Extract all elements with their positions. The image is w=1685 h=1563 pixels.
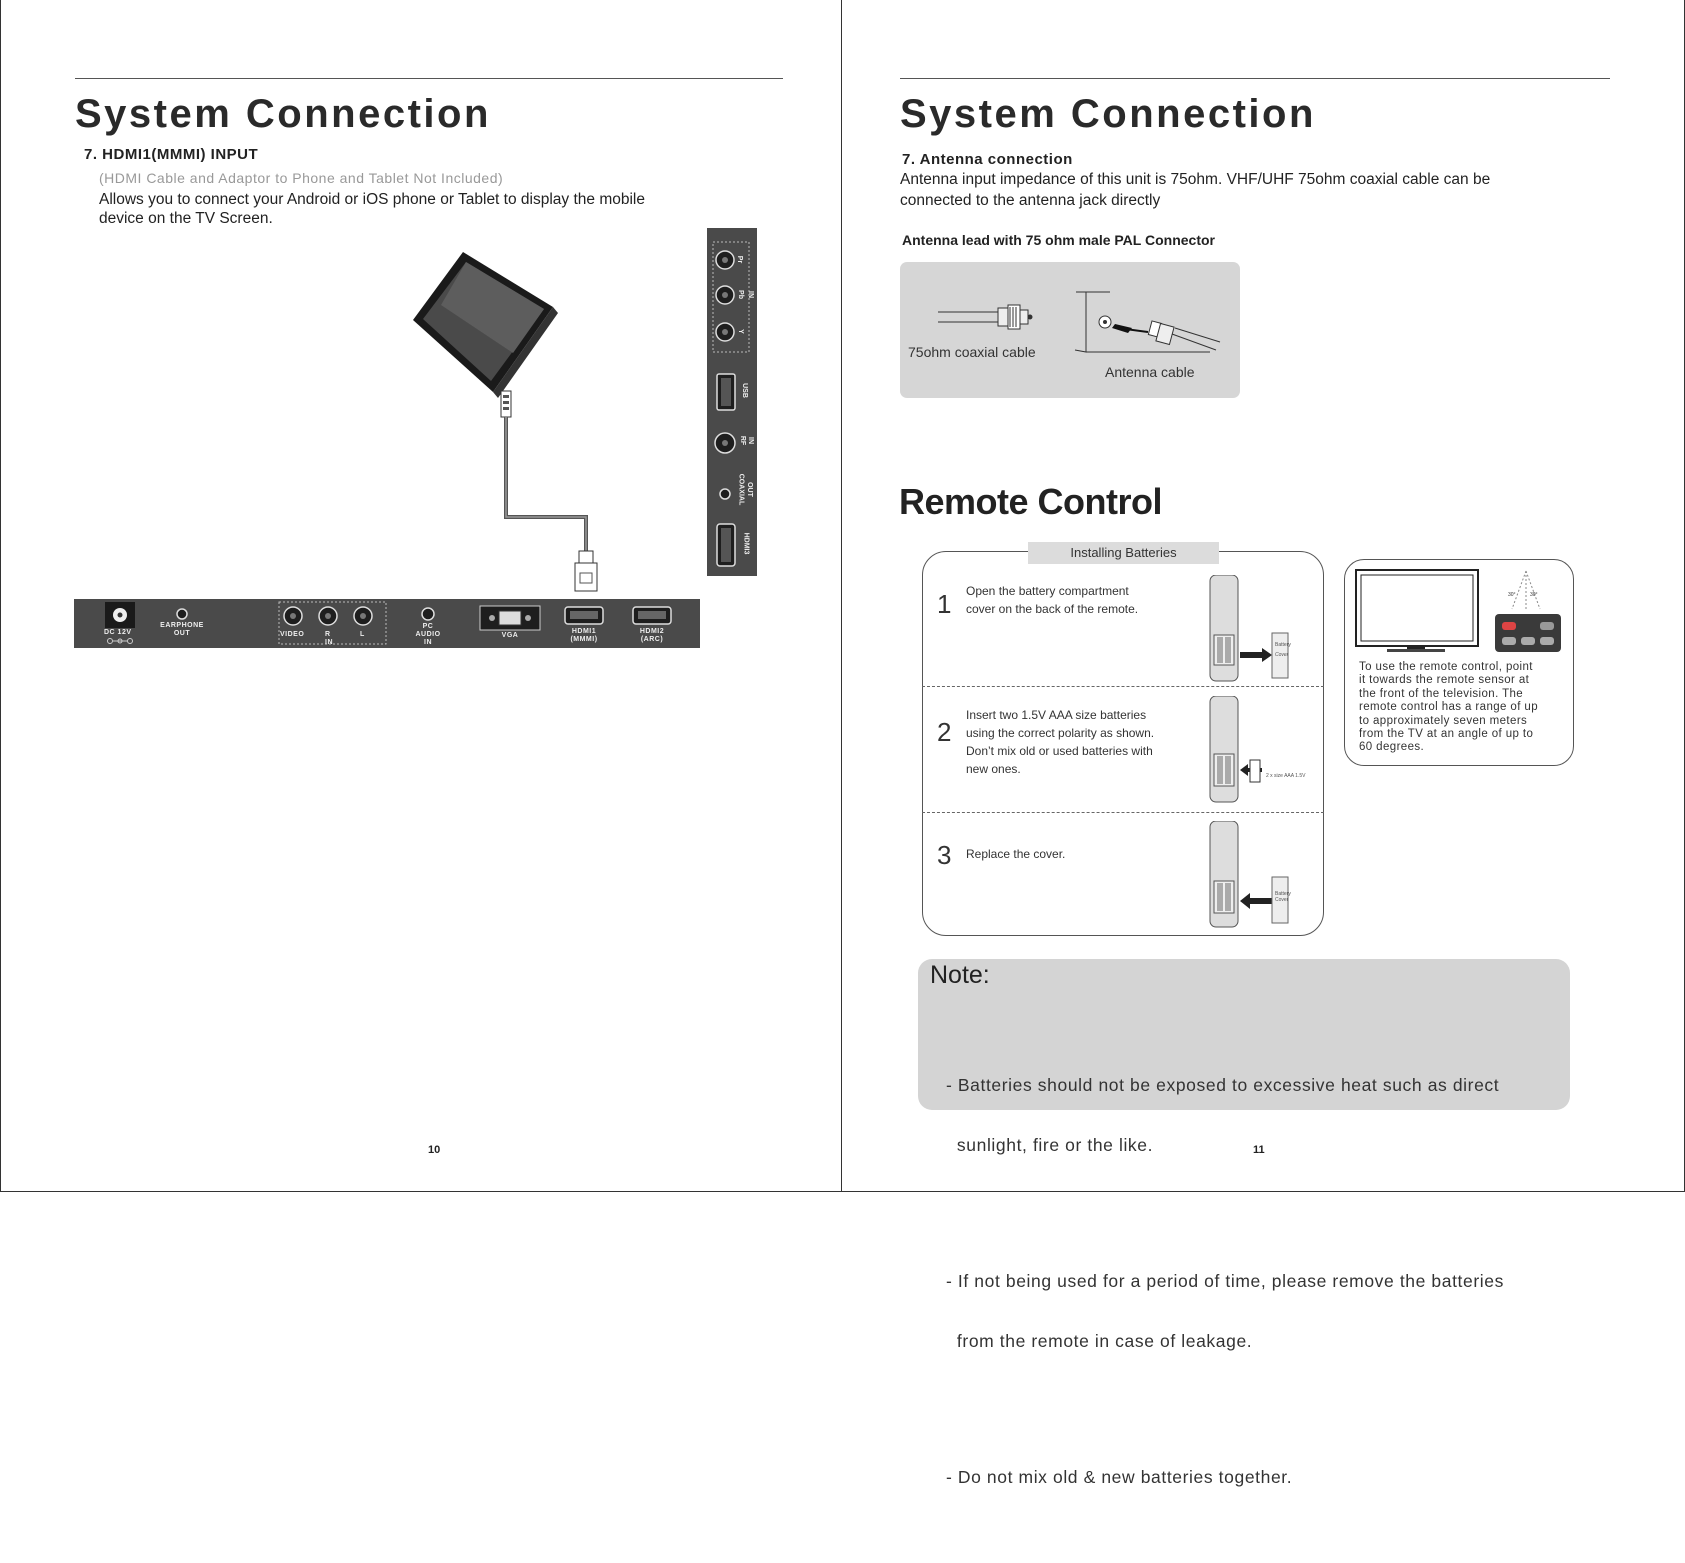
header-rule (900, 78, 1610, 79)
angle-left-label: 30° (1508, 592, 1516, 598)
av-in-label: IN (325, 639, 333, 646)
note-item (946, 1427, 1504, 1527)
step-1-cover-tag: Cover (1275, 652, 1289, 658)
section-heading: 7. HDMI1(MMMI) INPUT (84, 146, 259, 163)
step-3-cover-tag: Cover (1275, 897, 1289, 903)
step-divider (922, 686, 1324, 687)
sensor-description (1359, 661, 1538, 755)
side-connector-panel (707, 228, 757, 576)
description-line-2: connected to the antenna jack directly (900, 192, 1161, 209)
audio-l-label: L (360, 631, 365, 638)
vga-label: VGA (501, 632, 519, 639)
step-3-number: 3 (937, 840, 952, 870)
tv-sensor-illustration (1352, 567, 1567, 657)
sensor-line: from the TV at an angle of up to (1359, 728, 1534, 741)
component-in-label: IN (747, 291, 754, 298)
pc-text: PC (422, 623, 434, 630)
step-3-text (966, 845, 1065, 863)
hdmi1-text: HDMI1 (571, 628, 597, 635)
page-title: System Connection (900, 92, 1316, 136)
step-2-number: 2 (937, 717, 952, 747)
step-divider (922, 812, 1324, 813)
step-2-battery-tag: 2 x size AAA 1.5V (1266, 773, 1306, 779)
sensor-line: the front of the television. The (1359, 687, 1524, 700)
pc-in-text: IN (424, 639, 432, 646)
earphone-out-text: OUT (173, 630, 191, 637)
remote-insert-battery-icon (1202, 696, 1282, 806)
hdmi1-label (561, 628, 607, 644)
page-number: 11 (1253, 1144, 1265, 1156)
antenna-cable-label: Antenna cable (1105, 364, 1195, 380)
installing-batteries-tab: Installing Batteries (1028, 542, 1219, 564)
note-line: - Batteries should not be exposed to excessive heat such as direct (946, 1075, 1500, 1095)
angle-right-label: 30° (1530, 592, 1538, 598)
remote-open-cover-icon (1202, 575, 1312, 685)
coaxial-connector-icon (938, 305, 1033, 329)
step-2-line: Insert two 1.5V AAA size batteries (966, 708, 1147, 722)
note-item (946, 1231, 1504, 1391)
not-included-note: (HDMI Cable and Adaptor to Phone and Tablet Not Included) (99, 170, 504, 186)
earphone-text: EARPHONE (160, 622, 204, 629)
note-list (946, 999, 1504, 1563)
note-item (946, 1035, 1504, 1195)
step-3-line: Replace the cover. (966, 847, 1066, 861)
remote-control-title: Remote Control (899, 481, 1162, 522)
audio-r-label: R (325, 631, 331, 638)
header-rule (75, 78, 783, 79)
step-2-line: new ones. (966, 762, 1021, 776)
sensor-line: it towards the remote sensor at (1359, 674, 1530, 687)
hdmi1-sub-text: (MMMI) (570, 636, 598, 643)
rf-label: RF (739, 435, 747, 446)
sensor-line: remote control has a range of up (1359, 701, 1539, 714)
tablet-cable-illustration (401, 245, 601, 595)
bottom-connector-panel (74, 599, 700, 648)
pb-label: Pb (736, 290, 744, 299)
note-line: - If not being used for a period of time, please remove the batteries (946, 1271, 1504, 1291)
usb-label: USB (740, 383, 748, 398)
hdmi2-sub-text: (ARC) (640, 636, 664, 643)
tablet-icon (413, 252, 558, 398)
step-1-battery-tag: Battery (1275, 642, 1291, 648)
step-2-line: using the correct polarity as shown. (966, 726, 1155, 740)
wall-socket-icon (1075, 292, 1220, 352)
note-line: sunlight, fire or the like. (946, 1135, 1154, 1155)
note-line: - Do not mix old & new batteries together. (946, 1467, 1293, 1487)
page-title: System Connection (75, 92, 491, 136)
hdmi2-label (629, 628, 675, 644)
coaxial-out-label: OUT (745, 482, 753, 497)
note-line: from the remote in case of leakage. (946, 1331, 1253, 1351)
sensor-line: 60 degrees. (1359, 741, 1425, 754)
description-line-2: device on the TV Screen. (99, 210, 273, 227)
hdmi-plug-top-icon (501, 391, 511, 417)
dc-label: DC 12V (104, 629, 132, 636)
description-line-1: Antenna input impedance of this unit is 75ohm. VHF/UHF 75ohm coaxial cable can be (900, 171, 1491, 188)
coax-cable-label: 75ohm coaxial cable (908, 344, 1036, 360)
page-number: 10 (428, 1144, 441, 1156)
step-1-number: 1 (937, 589, 952, 619)
pr-label: Pr (736, 255, 744, 264)
step-2-text (966, 706, 1154, 778)
pc-audio-label (408, 623, 448, 647)
rf-in-label: IN (747, 437, 754, 444)
description-line-1: Allows you to connect your Android or iOS phone or Tablet to display the mobile (99, 191, 645, 208)
page-right (842, 0, 1685, 1487)
step-3-battery-tag: Battery (1275, 891, 1291, 897)
sensor-line: To use the remote control, point (1359, 661, 1533, 673)
sensor-line: to approximately seven meters (1359, 714, 1528, 727)
step-1-line: Open the battery compartment (966, 584, 1129, 598)
step-1-text (966, 582, 1138, 618)
coaxial-label: COAXIAL (737, 473, 745, 506)
step-1-line: cover on the back of the remote. (966, 602, 1139, 616)
hdmi-plug-bottom-icon (575, 551, 597, 591)
section-heading: 7. Antenna connection (902, 151, 1073, 168)
hdmi2-text: HDMI2 (639, 628, 665, 635)
hdmi3-label: HDMI3 (742, 532, 750, 555)
antenna-diagram-box (900, 262, 1240, 398)
y-label: Y (736, 329, 744, 334)
video-label: VIDEO (280, 631, 305, 638)
page-left (0, 0, 842, 1192)
audio-text: AUDIO (415, 631, 441, 638)
antenna-heading: Antenna lead with 75 ohm male PAL Connector (902, 232, 1215, 248)
earphone-out-label (159, 622, 205, 638)
remote-replace-cover-icon (1202, 821, 1312, 931)
note-heading: Note: (930, 961, 990, 989)
step-2-line: Don’t mix old or used batteries with (966, 744, 1153, 758)
